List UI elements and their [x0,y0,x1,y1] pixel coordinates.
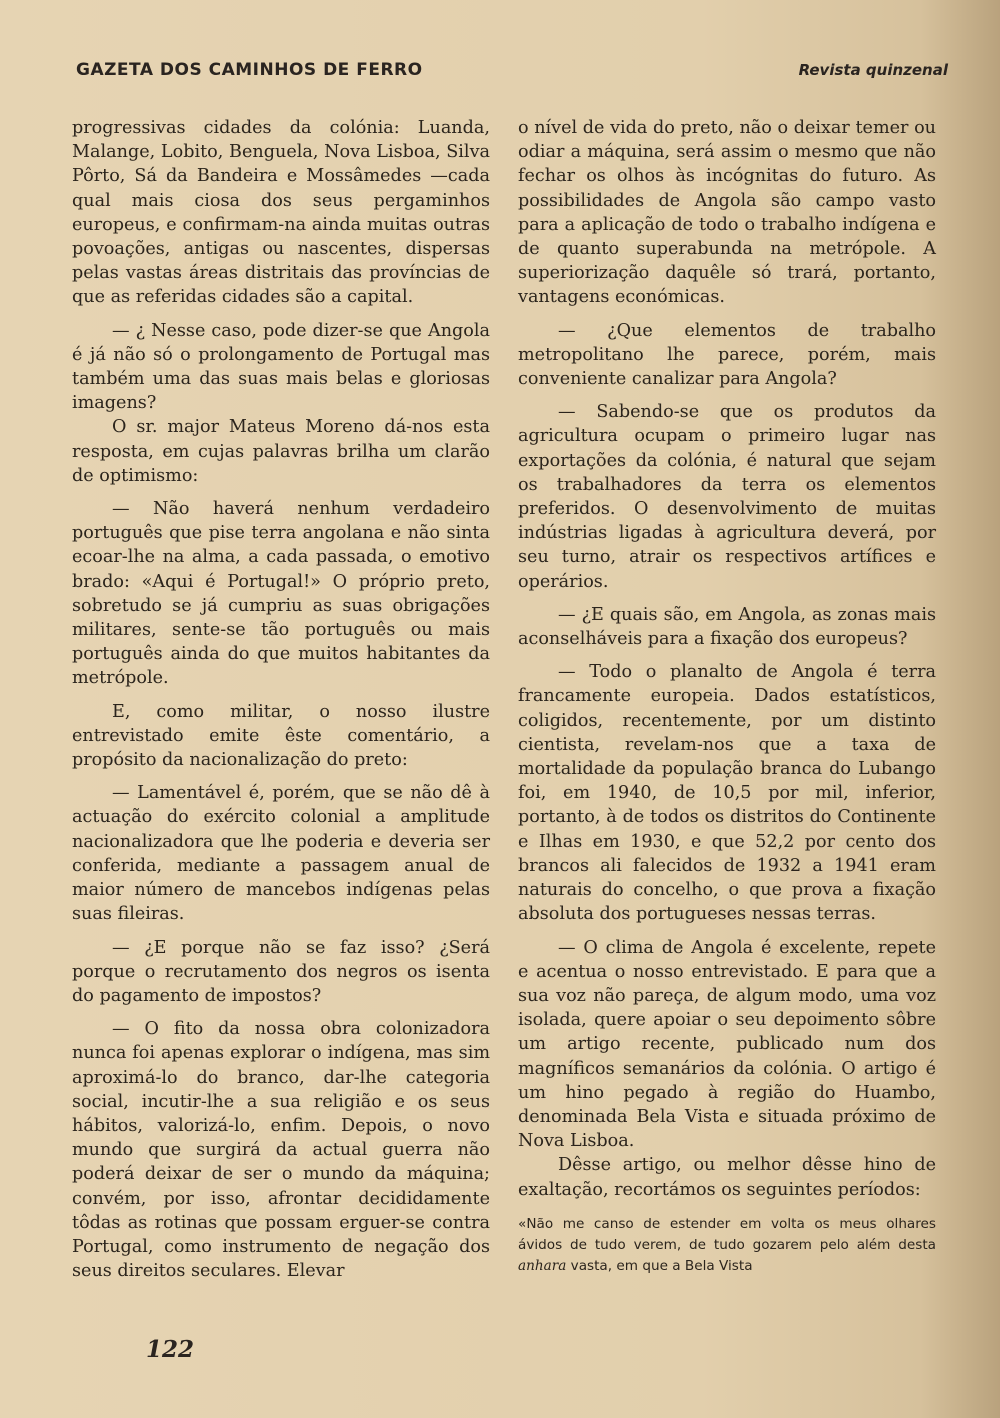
paragraph: — ¿Que elementos de trabalho metropolitano lhe parece, porém, mais conveniente canalizar para Angola? [518,320,936,390]
paragraph: progressivas cidades da colónia: Luanda, Malange, Lobito, Benguela, Nova Lisboa, Silva Pôrto, Sá da Bandeira e Mossâmedes —cada qual mais ciosa dos seus pergaminhos europeus, e confirmam-na ainda muitas outras povoações, antigas ou nascentes, dispersas pelas vastas áreas distritais das províncias de que as referidas cidades são a capital. [72,118,490,308]
running-header [76,56,948,84]
paragraph: — O fito da nossa obra colonizadora nunca foi apenas explorar o indígena, mas sim aproximá-lo do branco, dar-lhe categoria social, incutir-lhe a sua religião e os seus hábitos, valorizá-lo, enfim. Depois, o novo mundo que surgirá da actual guerra não poderá deixar de ser o mundo da máquina; convém, por isso, afrontar decididamente tôdas as rotinas que possam erguer-se contra Portugal, como instrumento de negação dos seus direitos seculares. Elevar [72,1019,490,1282]
paragraph: Dêsse artigo, ou melhor dêsse hino de exaltação, recortámos os seguintes períodos: [518,1155,936,1200]
page-number: 122 [146,1336,195,1363]
paragraph: — Todo o planalto de Angola é terra francamente europeia. Dados estatísticos, coligidos, recentemente, por um distinto cientista, revelam-nos que a taxa de mortalidade da população branca do Lubango foi, em 1940, de 10,5 por mil, inferior, portanto, à de todos os distritos do Continente e Ilhas em 1930, e que 52,2 por cento dos brancos ali falecidos de 1932 a 1941 eram naturais do concelho, o que prova a fixação absoluta dos portugueses nessas terras. [518,662,936,925]
quote-text: vasta, em que a Bela Vista [566,1257,753,1274]
publication-subtitle: Revista quinzenal [798,61,948,79]
paragraph: — Sabendo-se que os produtos da agricultura ocupam o primeiro lugar nas exportações da colónia, é natural que sejam os trabalhadores da terra os elementos preferidos. O desenvolvimento de muitas indústrias ligadas à agricultura deverá, por seu turno, atrair os respectivos artífices e operários. [518,402,936,592]
paragraph: — O clima de Angola é excelente, repete e acentua o nosso entrevistado. E para que a sua voz não pareça, de algum modo, uma voz isolada, quere apoiar o seu depoimento sôbre um artigo recente, publicado num dos magníficos semanários da colónia. O artigo é um hino pegado à região do Huambo, denominada Bela Vista e situada próximo de Nova Lisboa. [518,937,936,1152]
paragraph: — Não haverá nenhum verdadeiro português que pise terra angolana e não sinta ecoar-lhe na alma, a cada passada, o emotivo brado: «Aqui é Portugal!» O próprio preto, sobretudo se já cumpriu as suas obrigações militares, sente-se tão português ou mais português ainda do que muitos habitantes da metrópole. [72,499,490,689]
paragraph: — Lamentável é, porém, que se não dê à actuação do exército colonial a amplitude nacionalizadora que lhe poderia e deveria ser conferida, mediante a passagem anual de maior número de mancebos indígenas pelas suas fileiras. [72,783,490,925]
paragraph: — ¿E quais são, em Angola, as zonas mais aconselháveis para a fixação dos europeus? [518,604,936,650]
quote-italic-word: anhara [518,1257,567,1274]
paragraph: — ¿E porque não se faz isso? ¿Será porque o recrutamento dos negros os isenta do pagamento de impostos? [72,937,490,1006]
paragraph: O sr. major Mateus Moreno dá-nos esta resposta, em cujas palavras brilha um clarão de optimismo: [72,417,490,486]
paragraph: — ¿ Nesse caso, pode dizer-se que Angola é já não só o prolongamento de Portugal mas também uma das suas mais belas e gloriosas imagens? [72,320,490,414]
paragraph: o nível de vida do preto, não o deixar temer ou odiar a máquina, será assim o mesmo que não fechar os olhos às incógnitas do futuro. As possibilidades de Angola são campo vasto para a aplicação de todo o trabalho indígena e de quanto superabunda na metrópole. A superiorização daquêle só trará, portanto, vantagens económicas. [518,118,936,308]
quote-text: «Não me canso de estender em volta os meus olhares ávidos de tudo verem, de tudo gozarem pelo além desta [518,1215,936,1253]
right-column [518,116,936,1277]
left-column [72,116,490,1283]
paragraph: E, como militar, o nosso ilustre entrevistado emite êste comentário, a propósito da nacionalização do preto: [72,701,490,771]
publication-title: GAZETA DOS CAMINHOS DE FERRO [76,60,423,80]
quoted-excerpt [518,1214,936,1277]
